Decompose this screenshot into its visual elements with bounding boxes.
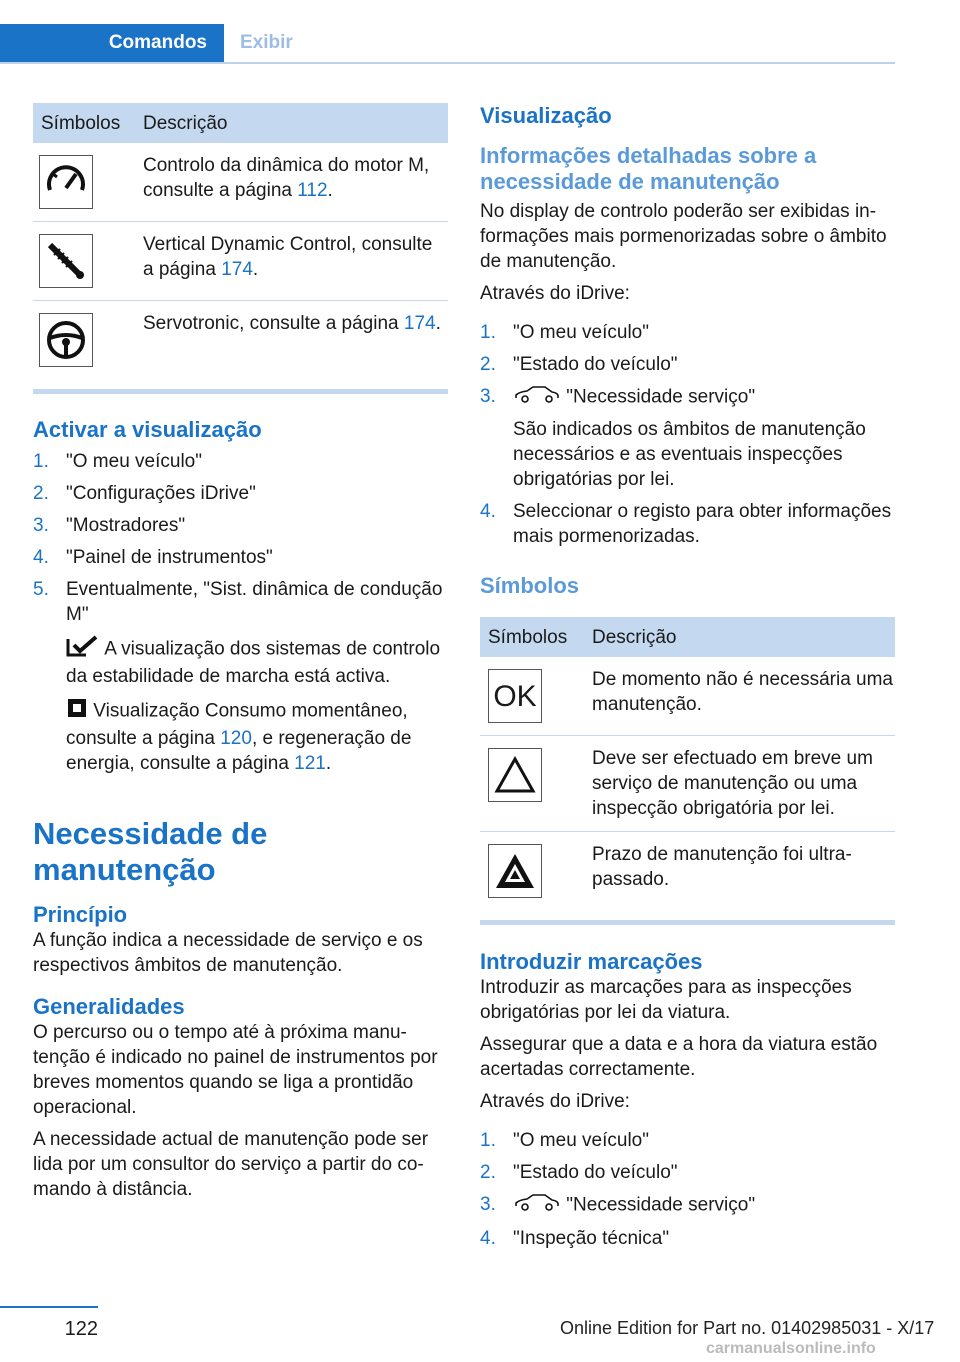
m-dynamic-control-gauge-icon	[39, 155, 93, 209]
table-row	[33, 301, 448, 380]
page-link[interactable]: 174	[403, 313, 436, 334]
display-intro: No display de controlo poderão ser exibidas informações mais pormenorizadas sobre o âmbito de manutenção.	[480, 201, 887, 272]
list-item: 3. "Necessidade serviço" São indicados os âmbitos de manutenção necessários e as eventuais inspecções obrigatórias por lei.	[480, 384, 895, 492]
tab-comandos[interactable]: Comandos	[0, 24, 224, 62]
page-number: 122	[64, 1318, 98, 1340]
row-description: De momento não é necessária uma manutenção.	[586, 657, 895, 736]
via-idrive: Através do iDrive:	[480, 1091, 630, 1112]
list-item: 1. "O meu veículo"	[33, 451, 202, 472]
row-description: Prazo de manutenção foi ultrapassado.	[592, 844, 852, 890]
list-item: 1. "O meu veículo"	[480, 322, 649, 343]
edition-text: Online Edition for Part no. 01402985031 - X/17	[560, 1318, 935, 1338]
ok-icon: OK	[488, 669, 542, 723]
list-item: 5. Eventualmente, "Sist. dinâmica de condução M" A visualização dos sistemas de controlo da estabilidade de marcha está activa. Visualização Consumo momentâneo, consulte a página 120, e regeneração de energia, consulte a página 121.	[33, 577, 448, 776]
table-header-description: Descrição	[586, 617, 895, 657]
via-idrive: Através do iDrive:	[480, 283, 630, 304]
car-service-icon	[513, 384, 561, 411]
list-item: 4. Seleccionar o registo para obter informações mais pormenorizadas.	[480, 501, 892, 547]
symbols-table-top	[33, 103, 448, 379]
table-row	[480, 736, 895, 832]
row-description: Deve ser efectuado em breve um serviço de manutenção ou uma inspecção obrigatória por lei.	[586, 736, 895, 832]
overdue-triangle-icon	[488, 844, 542, 898]
section-title-symbols: Símbolos	[480, 573, 580, 598]
watermark: carmanualsonline.info	[706, 1340, 876, 1357]
page-link[interactable]: 120	[220, 728, 252, 749]
marks-text-2: Assegurar que a data e a hora da viatura estão acertadas correctamente.	[480, 1034, 878, 1080]
table-header-symbols: Símbolos	[480, 617, 586, 657]
subtitle-detailed-info: Informações detalhadas sobre a necessidade de manutenção	[480, 143, 817, 194]
section-title-display: Visualização	[480, 103, 612, 128]
table-header-symbols: Símbolos	[33, 103, 137, 143]
checkmark-display-icon	[66, 635, 100, 664]
table-end-rule	[480, 920, 895, 925]
list-item: 3. "Necessidade serviço"	[480, 1192, 895, 1219]
table-row	[33, 143, 448, 222]
table-row	[33, 222, 448, 301]
square-display-icon	[66, 697, 88, 726]
general-text-2: A necessidade actual de manutenção pode ser lida por um consultor do serviço a partir do comando à distância.	[33, 1129, 429, 1200]
table-row	[480, 832, 895, 911]
tab-exibir[interactable]: Exibir	[240, 32, 293, 53]
table-header-description: Descrição	[137, 103, 448, 143]
table-row	[480, 657, 895, 736]
steps-list	[480, 1128, 895, 1251]
car-service-icon	[513, 1192, 561, 1219]
list-item: 2. "Configurações iDrive"	[33, 483, 256, 504]
list-item: 4. "Painel de instrumentos"	[33, 547, 273, 568]
page-link[interactable]: 174	[221, 259, 253, 280]
list-item: 2. "Estado do veículo"	[480, 1162, 678, 1183]
page-link[interactable]: 112	[297, 180, 328, 201]
section-title-activate: Activar a visualização	[33, 417, 262, 442]
principle-text: A função indica a necessidade de serviço e os respectivos âmbitos de manutenção.	[33, 930, 423, 976]
section-title-marks: Introduzir marcações	[480, 949, 703, 974]
general-text-1: O percurso ou o tempo até à próxima manutenção é indicado no painel de instrumentos por breves momentos quando se liga a prontidão operacional.	[33, 1022, 438, 1118]
warning-triangle-icon	[488, 748, 542, 802]
page-link[interactable]: 121	[294, 753, 326, 774]
right-column	[480, 103, 895, 1258]
list-item: 2. "Estado do veículo"	[480, 354, 678, 375]
list-item: 1. "O meu veículo"	[480, 1130, 649, 1151]
section-title-service: Necessidade de manutenção	[33, 816, 268, 887]
steps-list	[33, 449, 448, 776]
list-item: 3. "Mostradores"	[33, 515, 186, 536]
footer-rule	[0, 1306, 98, 1308]
row-description: Vertical Dynamic Control, consulte a página 174.	[137, 222, 448, 301]
row-description: Servotronic, consulte a página 174.	[143, 313, 441, 334]
stability-note: A visualização dos sistemas de controlo da estabilidade de marcha está activa.	[66, 635, 448, 689]
marks-text-1: Introduzir as marcações para as inspecções obrigatórias por lei da viatura.	[480, 977, 852, 1023]
left-column	[33, 103, 448, 1202]
shock-absorber-icon	[39, 234, 93, 288]
row-description: Controlo da dinâmica do motor M, consulte a página 112.	[137, 143, 448, 222]
steering-wheel-icon	[39, 313, 93, 367]
subtitle-principle: Princípio	[33, 902, 128, 927]
consumption-note: Visualização Consumo momentâneo, consulte a página 120, e regeneração de energia, consulte a página 121.	[66, 697, 448, 776]
table-end-rule	[33, 389, 448, 394]
list-item: 4. "Inspeção técnica"	[480, 1228, 670, 1249]
symbols-table-service	[480, 617, 895, 910]
subtitle-general: Generalidades	[33, 994, 185, 1019]
step-note: São indicados os âmbitos de manutenção necessários e as eventuais inspecções obrigatórias por lei.	[513, 419, 866, 490]
steps-list	[480, 320, 895, 549]
